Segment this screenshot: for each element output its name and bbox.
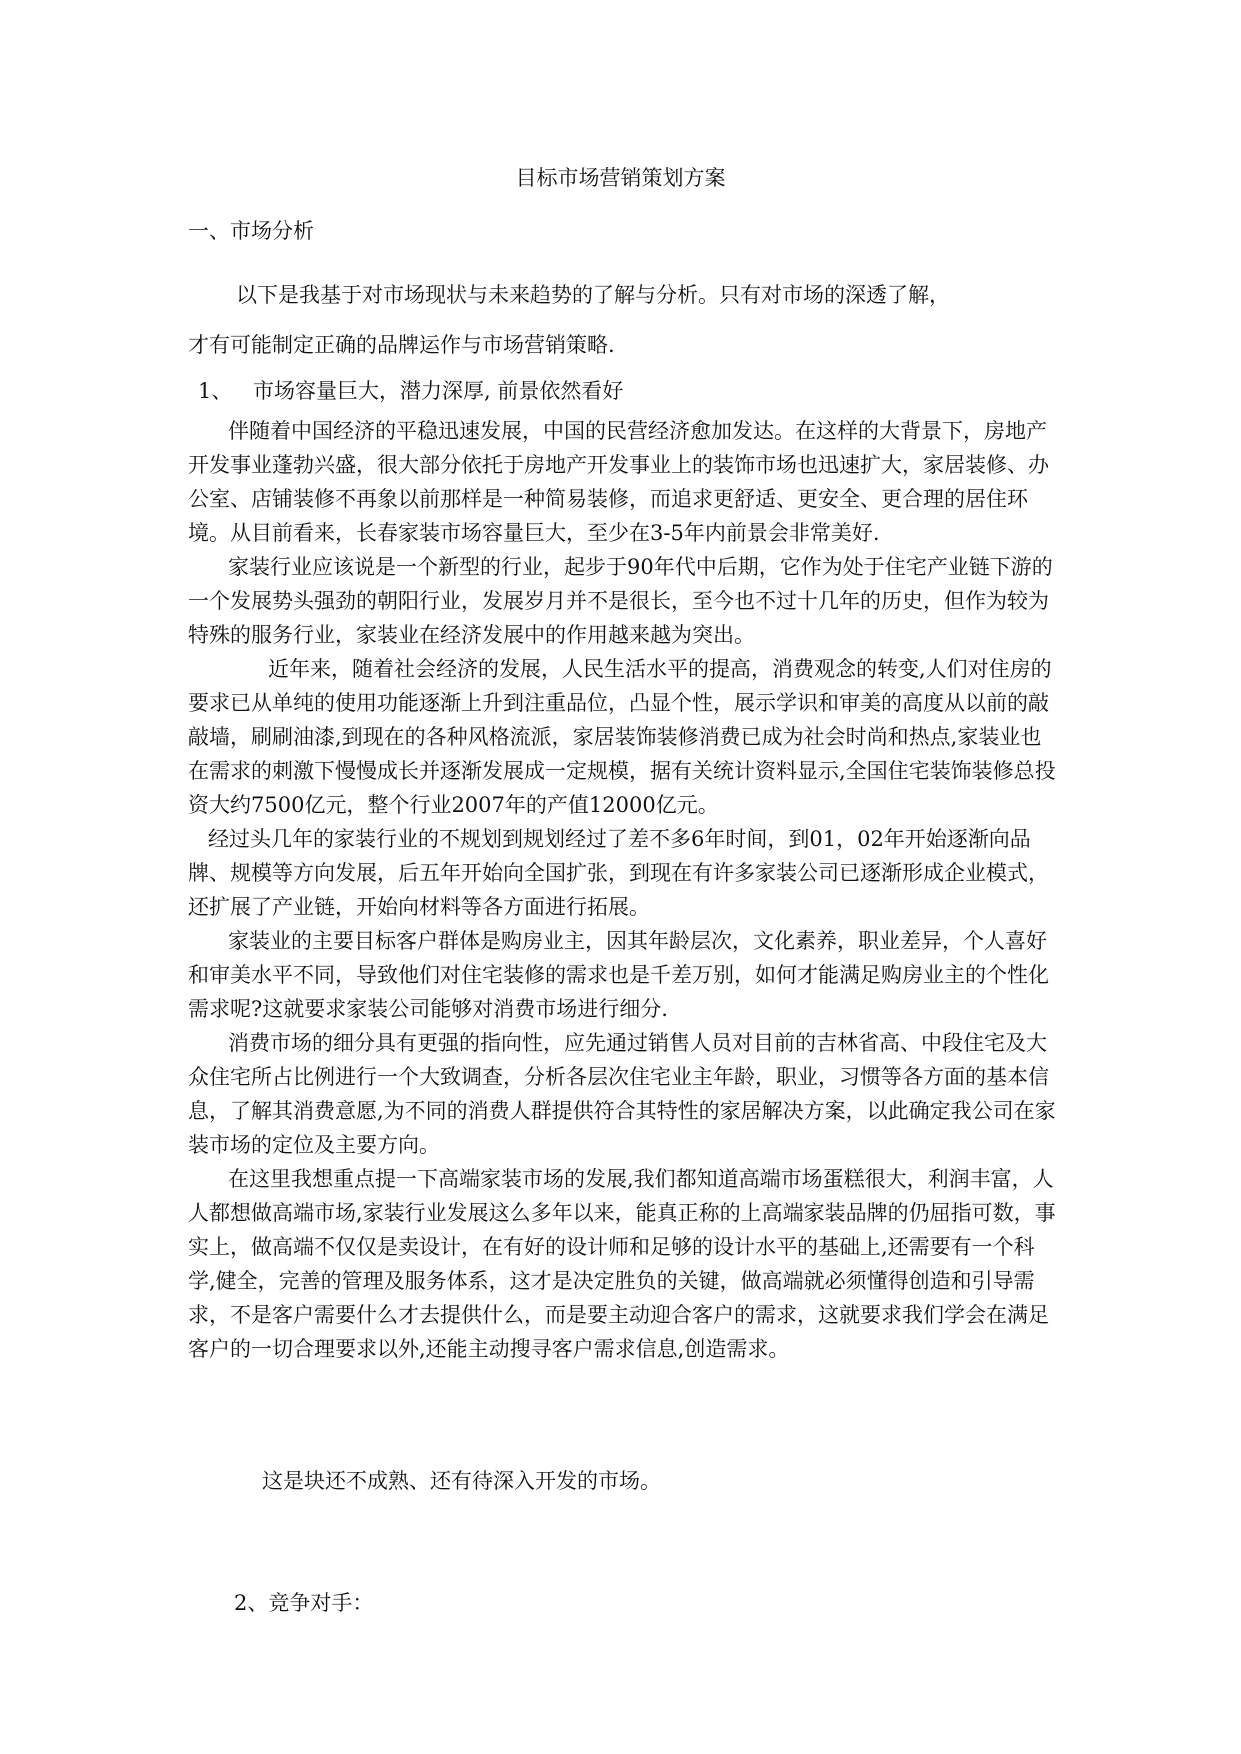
paragraph: 伴随着中国经济的平稳迅速发展，中国的民营经济愈加发达。在这样的大背景下，房地产开发事业蓬勃兴盛，很大部分依托于房地产开发事业上的装饰市场也迅速扩大，家居装修、办公室、店铺装修不再象以前那样是一种简易装修，而追求更舒适、更安全、更合理的居住环境。从目前看来，长春家装市场容量巨大，至少在3-5年内前景会非常美好.: [188, 419, 1049, 545]
subheading-number: 1、: [198, 379, 233, 403]
paragraph: 在这里我想重点提一下高端家装市场的发展,我们都知道高端市场蛋糕很大，利润丰富，人人都想做高端市场,家装行业发展这么多年以来，能真正称的上高端家装品牌的仍屈指可数，事实上，做高端不仅仅是卖设计，在有好的设计师和足够的设计水平的基础上,还需要有一个科学,健全，完善的管理及服务体系，这才是决定胜负的关键，做高端就必须懂得创造和引导需求，不是客户需要什么才去提供什么，而是要主动迎合客户的需求，这就要求我们学会在满足客户的一切合理要求以外,还能主动搜寻客户需求信息,创造需求。: [188, 1167, 1056, 1361]
subheading-market-capacity: [198, 376, 623, 406]
closing-line: 这是块还不成熟、还有待深入开发的市场。: [262, 1469, 661, 1493]
section-heading-market-analysis: 一、市场分析: [188, 219, 314, 243]
intro-line-1: 以下是我基于对市场现状与未来趋势的了解与分析。只有对市场的深透了解，: [236, 283, 950, 307]
paragraph: 家装行业应该说是一个新型的行业，起步于90年代中后期，它作为处于住宅产业链下游的一个发展势头强劲的朝阳行业，发展岁月并不是很长，至今也不过十几年的历史，但作为较为特殊的服务行业，家装业在经济发展中的作用越来越为突出。: [188, 555, 1053, 647]
paragraph: 经过头几年的家装行业的不规划到规划经过了差不多6年时间，到01，02年开始逐渐向品牌、规模等方向发展，后五年开始向全国扩张，到现在有许多家装公司已逐渐形成企业模式，还扩展了产业链，开始向材料等各方面进行拓展。: [188, 827, 1049, 919]
intro-line-2: 才有可能制定正确的品牌运作与市场营销策略.: [188, 333, 615, 357]
paragraph: 近年来，随着社会经济的发展，人民生活水平的提高，消费观念的转变,人们对住房的要求已从单纯的使用功能逐渐上升到注重品位，凸显个性，展示学识和审美的高度从以前的敲敲墙，刷刷油漆,到现在的各种风格流派，家居装饰装修消费已成为社会时尚和热点,家装业也在需求的刺激下慢慢成长并逐渐发展成一定规模，据有关统计资料显示,全国住宅装饰装修总投资大约7500亿元，整个行业2007年的产值12000亿元。: [188, 657, 1056, 817]
intro-paragraph: [188, 270, 1068, 370]
subheading-text: 市场容量巨大，潜力深厚, 前景依然看好: [253, 379, 624, 403]
paragraph: 消费市场的细分具有更强的指向性，应先通过销售人员对目前的吉林省高、中段住宅及大众住宅所占比例进行一个大致调查，分析各层次住宅业主年龄，职业，习惯等各方面的基本信息，了解其消费意愿,为不同的消费人群提供符合其特性的家居解决方案，以此确定我公司在家装市场的定位及主要方向。: [188, 1031, 1056, 1157]
subheading-competitors: 2、竞争对手：: [234, 1591, 374, 1615]
paragraph: 家装业的主要目标客户群体是购房业主，因其年龄层次，文化素养，职业差异，个人喜好和审美水平不同，导致他们对住宅装修的需求也是千差万别，如何才能满足购房业主的个性化需求呢?这就要求家装公司能够对消费市场进行细分.: [188, 929, 1049, 1021]
document-title: 目标市场营销策划方案: [515, 166, 726, 190]
body-text: [188, 414, 1058, 1366]
